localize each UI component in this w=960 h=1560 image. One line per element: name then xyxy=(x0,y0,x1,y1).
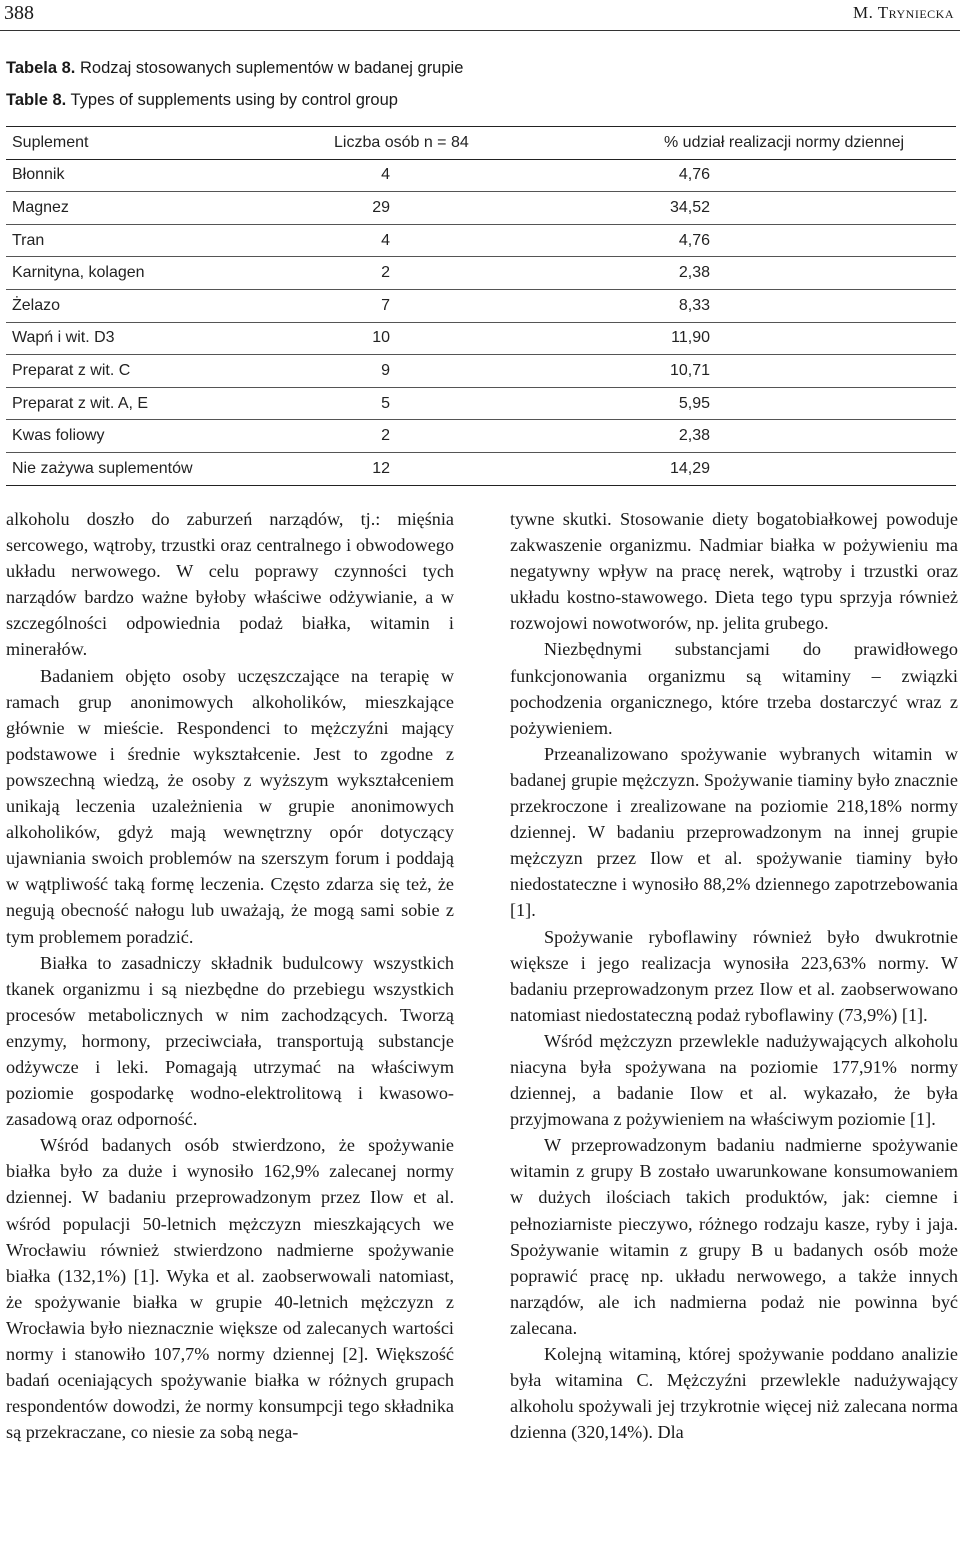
cell-percent-value: 34,52 xyxy=(669,198,710,216)
cell-supplement: Tran xyxy=(6,224,334,257)
cell-count-value: 4 xyxy=(381,231,390,249)
cell-count-value: 4 xyxy=(381,166,390,184)
cell-percent xyxy=(664,355,956,388)
cell-count-value: 29 xyxy=(372,198,390,216)
table-row xyxy=(6,224,956,257)
cell-supplement: Preparat z wit. A, E xyxy=(6,387,334,420)
cell-supplement: Żelazo xyxy=(6,289,334,322)
paragraph: W przeprowadzonym badaniu nadmierne spożywanie witamin z grupy B zostało uwarunkowane konsumowaniem w dużych ilościach takich produktów, jak: ciemne i pełnoziarniste pieczywo, różnego rodzaju kasze, ryby i jaja. Spożywanie witamin z grupy B u badanych osób może poprawić pracę np. układu nerwowego, a także innych narządów, ale ich nadmierna podaż nie powinna być zalecana. xyxy=(510,1135,958,1338)
table-row xyxy=(6,452,956,485)
cell-percent xyxy=(664,257,956,290)
caption-label-en: Table 8. xyxy=(6,91,67,109)
caption-label-pl: Tabela 8. xyxy=(6,59,76,77)
column-header-percent: % udział realizacji normy dziennej xyxy=(664,127,956,160)
cell-percent-value: 11,90 xyxy=(671,329,710,347)
cell-count xyxy=(334,289,664,322)
running-head: M. Tryniecka xyxy=(852,3,954,22)
cell-count xyxy=(334,322,664,355)
cell-count xyxy=(334,224,664,257)
caption-text-en: Types of supplements using by control group xyxy=(66,91,398,109)
paragraph: Spożywanie ryboflawiny również było dwukrotnie większe i jego realizacja wynosiła 223,63% normy. W badaniu przeprowadzonym przez Ilow et al. zaobserwowano natomiast niedostateczną podaż ryboflawiny (73,9%) [1]. xyxy=(510,926,958,1025)
table-caption-pl xyxy=(6,58,463,78)
cell-percent xyxy=(664,322,956,355)
cell-count xyxy=(334,192,664,225)
table-row xyxy=(6,159,956,192)
cell-percent-value: 8,33 xyxy=(678,296,710,314)
cell-percent-value: 2,38 xyxy=(678,264,710,282)
cell-count xyxy=(334,159,664,192)
cell-percent-value: 14,29 xyxy=(669,459,710,477)
paragraph: Wśród mężczyzn przewlekle nadużywających alkoholu niacyna była spożywana na poziomie 177,91% normy dziennej, a badanie Ilow et al. wykazało, że była przyjmowana z pożywieniem na właściwym poziomie [1]. xyxy=(510,1030,958,1130)
page-header xyxy=(0,0,960,26)
column-header-count: Liczba osób n = 84 xyxy=(334,127,664,160)
supplements-table xyxy=(6,126,956,486)
cell-count xyxy=(334,452,664,485)
cell-supplement: Wapń i wit. D3 xyxy=(6,322,334,355)
cell-count-value: 9 xyxy=(381,361,390,379)
table-row xyxy=(6,192,956,225)
paragraph: Przeanalizowano spożywanie wybranych witamin w badanej grupie mężczyzn. Spożywanie tiaminy było znacznie przekroczone i zrealizowane na poziomie 218,18% normy dziennej. W badaniu przeprowadzonym na innej grupie mężczyzn przez Ilow et al. spożywanie tiaminy było niedostateczne i wynosiło 88,2% dziennego zapotrzebowania [1]. xyxy=(510,743,958,921)
cell-supplement: Błonnik xyxy=(6,159,334,192)
table-row xyxy=(6,257,956,290)
cell-supplement: Magnez xyxy=(6,192,334,225)
cell-count-value: 2 xyxy=(381,264,390,282)
paragraph: Kolejną witaminą, której spożywanie poddano analizie była witamina C. Mężczyźni przewlekle nadużywający alkoholu spożywali jej trzykrotnie więcej niż zalecana norma dzienna (320,14%). Dla xyxy=(510,1344,958,1443)
cell-percent xyxy=(664,159,956,192)
cell-count-value: 2 xyxy=(381,427,390,445)
cell-percent xyxy=(664,420,956,453)
table-row xyxy=(6,289,956,322)
header-rule xyxy=(0,30,960,31)
cell-count xyxy=(334,387,664,420)
cell-percent xyxy=(664,224,956,257)
cell-percent xyxy=(664,289,956,322)
table-header-row xyxy=(6,127,956,160)
cell-count-value: 5 xyxy=(381,394,390,412)
caption-text-pl: Rodzaj stosowanych suplementów w badanej grupie xyxy=(75,59,464,77)
paragraph: alkoholu doszło do zaburzeń narządów, tj.: mięśnia sercowego, wątroby, trzustki oraz centralnego i obwodowego układu nerwowego. W celu poprawy czynności tych narządów bardzo ważne byłoby właściwe odżywianie, a w szczególności odpowiednia podaż białka, witamin i minerałów. xyxy=(6,509,454,660)
paragraph: Niezbędnymi substancjami do prawidłowego funkcjonowania organizmu są witaminy – związki pochodzenia organicznego, które trzeba dostarczyć wraz z pożywieniem. xyxy=(510,639,958,738)
body-column-left xyxy=(6,506,454,1445)
cell-supplement: Nie zażywa suplementów xyxy=(6,452,334,485)
cell-supplement: Karnityna, kolagen xyxy=(6,257,334,290)
paragraph: tywne skutki. Stosowanie diety bogatobiałkowej powoduje zakwaszenie organizmu. Nadmiar białka w pożywieniu ma negatywny wpływ na pracę nerek, wątroby i trzustki oraz układu kostno-stawowego. Dieta tego typu sprzyja również rozwojowi nowotworów, np. jelita grubego. xyxy=(510,509,958,634)
cell-percent-value: 4,76 xyxy=(678,166,710,184)
cell-supplement: Kwas foliowy xyxy=(6,420,334,453)
cell-count xyxy=(334,355,664,388)
cell-percent xyxy=(664,387,956,420)
table-row xyxy=(6,322,956,355)
table-row xyxy=(6,355,956,388)
cell-percent-value: 4,76 xyxy=(678,231,710,249)
cell-percent-value: 5,95 xyxy=(678,394,710,412)
cell-count xyxy=(334,420,664,453)
paragraph: Wśród badanych osób stwierdzono, że spożywanie białka było za duże i wynosiło 162,9% zalecanej normy dziennej. W badaniu przeprowadzonym przez Ilow et al. wśród populacji 50-letnich mężczyzn mieszkających we Wrocławiu również stwierdzono nadmierne spożywanie białka (132,1%) [1]. Wyka et al. zaobserwowali natomiast, że spożywanie białka w grupie 40-letnich mężczyzn z Wrocławia było nieznacznie większe od zalecanych wartości normy i stanowiło 107,7% normy dziennej [2]. Większość badań oceniających spożywanie białka w różnych grupach respondentów dowodzi, że normy konsumpcji tego składnika są przekraczane, co niesie za sobą nega- xyxy=(6,1135,454,1443)
page-number: 388 xyxy=(4,2,34,24)
cell-percent-value: 10,71 xyxy=(669,361,710,379)
body-column-right xyxy=(510,506,958,1445)
cell-supplement: Preparat z wit. C xyxy=(6,355,334,388)
table-row xyxy=(6,420,956,453)
cell-count xyxy=(334,257,664,290)
cell-count-value: 12 xyxy=(372,459,390,477)
cell-percent xyxy=(664,192,956,225)
table-row xyxy=(6,387,956,420)
paragraph: Badaniem objęto osoby uczęszczające na terapię w ramach grup anonimowych alkoholików, mieszkające głównie w mieście. Respondenci to mężczyźni mający podstawowe i średnie wykształcenie. Jest to zgodne z powszechną wiedzą, że osoby z wyższym wykształceniem unikają leczenia uzależnienia w grupie anonimowych alkoholików, gdyż mają wewnętrzny opór dotyczący ujawniania swoich problemów na szerszym forum i poddają w wątpliwość taką formę leczenia. Często zdarza się też, że negują obecność nałogu lub uważają, że mogą sami sobie z tym problemem poradzić. xyxy=(6,665,454,947)
cell-count-value: 7 xyxy=(381,296,390,314)
cell-percent-value: 2,38 xyxy=(678,427,710,445)
paragraph: Białka to zasadniczy składnik budulcowy wszystkich tkanek organizmu i są niezbędne do przebiegu wszystkich procesów metabolicznych w nim zachodzących. Tworzą enzymy, hormony, przeciwciała, transportują substancje odżywcze i leki. Pomagają utrzymać na właściwym poziomie gospodarkę wodno-elektrolitową i kwasowo-zasadową oraz odporność. xyxy=(6,952,454,1130)
table-caption-en xyxy=(6,90,398,110)
cell-percent xyxy=(664,452,956,485)
cell-count-value: 10 xyxy=(372,329,390,347)
column-header-supplement: Suplement xyxy=(6,127,334,160)
